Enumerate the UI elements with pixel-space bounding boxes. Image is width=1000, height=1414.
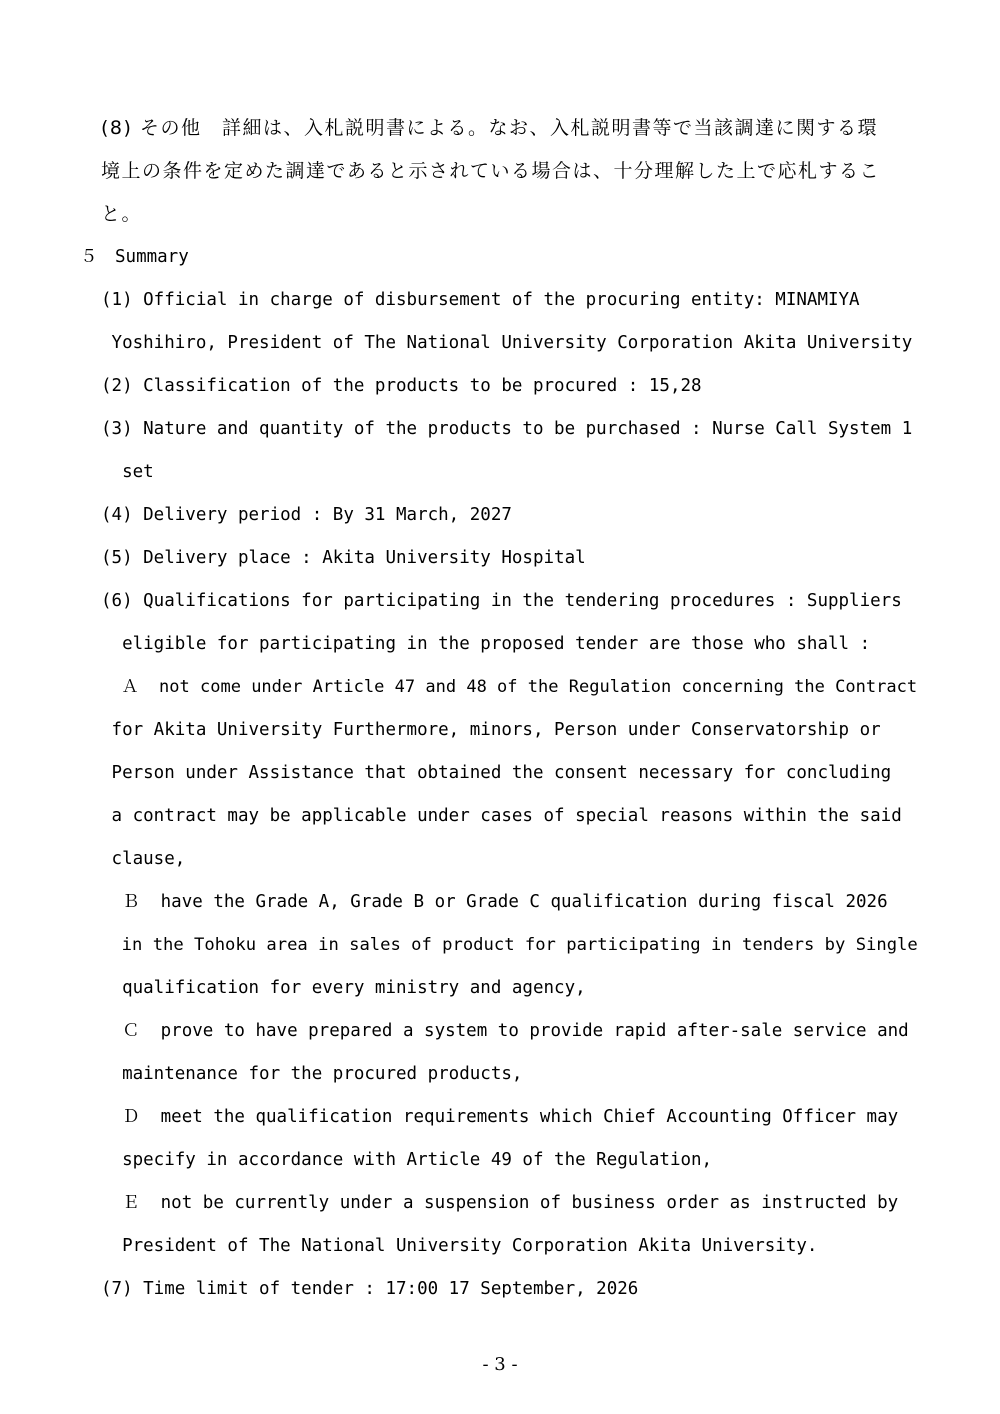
summary-line: Ｅ not be currently under a suspension of business order as instructed by: [101, 1193, 899, 1213]
summary-line: specify in accordance with Article 49 of the Regulation,: [101, 1150, 713, 1170]
summary-line: President of The National University Corporation Akita University.: [101, 1236, 818, 1256]
summary-line: maintenance for the procured products,: [101, 1064, 523, 1084]
summary-line: (7) Time limit of tender : 17:00 17 September, 2026: [101, 1279, 639, 1299]
summary-line: in the Tohoku area in sales of product for participating in tenders by Single: [101, 935, 918, 955]
summary-line: Yoshihiro, President of The National University Corporation Akita University: [101, 333, 913, 353]
section-8-line-3: と。: [101, 203, 143, 225]
section-8-line-2: 境上の条件を定めた調達であると示されている場合は、十分理解した上で応札するこ: [101, 160, 881, 182]
summary-line: (1) Official in charge of disbursement of the procuring entity: MINAMIYA: [101, 290, 860, 310]
summary-line: Ｃ prove to have prepared a system to provide rapid after-sale service and: [101, 1021, 909, 1041]
summary-line: qualification for every ministry and agency,: [101, 978, 586, 998]
summary-line: (6) Qualifications for participating in the tendering procedures : Suppliers: [101, 591, 902, 611]
summary-line: (5) Delivery place : Akita University Hospital: [101, 548, 586, 568]
summary-line: Ａ not come under Article 47 and 48 of the Regulation concerning the Contract: [101, 677, 918, 697]
summary-line: (4) Delivery period : By 31 March, 2027: [101, 505, 512, 525]
summary-line: Ｂ have the Grade A, Grade B or Grade C qualification during fiscal 2026: [101, 892, 888, 912]
summary-line: Ｄ meet the qualification requirements which Chief Accounting Officer may: [101, 1107, 899, 1127]
summary-line: (2) Classification of the products to be procured : 15,28: [101, 376, 702, 396]
summary-line: a contract may be applicable under cases of special reasons within the said: [101, 806, 902, 826]
summary-line: Person under Assistance that obtained the consent necessary for concluding: [101, 763, 892, 783]
summary-line: for Akita University Furthermore, minors, Person under Conservatorship or: [101, 720, 881, 740]
summary-heading: ５ Summary: [80, 247, 189, 267]
page-number: - 3 -: [482, 1354, 518, 1375]
summary-line: (3) Nature and quantity of the products to be purchased : Nurse Call System 1: [101, 419, 913, 439]
summary-line: eligible for participating in the proposed tender are those who shall :: [101, 634, 871, 654]
section-8-line-1: (8) その他 詳細は、入札説明書による。なお、入札説明書等で当該調達に関する環: [101, 117, 878, 139]
summary-line: clause,: [101, 849, 186, 869]
summary-line: set: [101, 462, 154, 482]
